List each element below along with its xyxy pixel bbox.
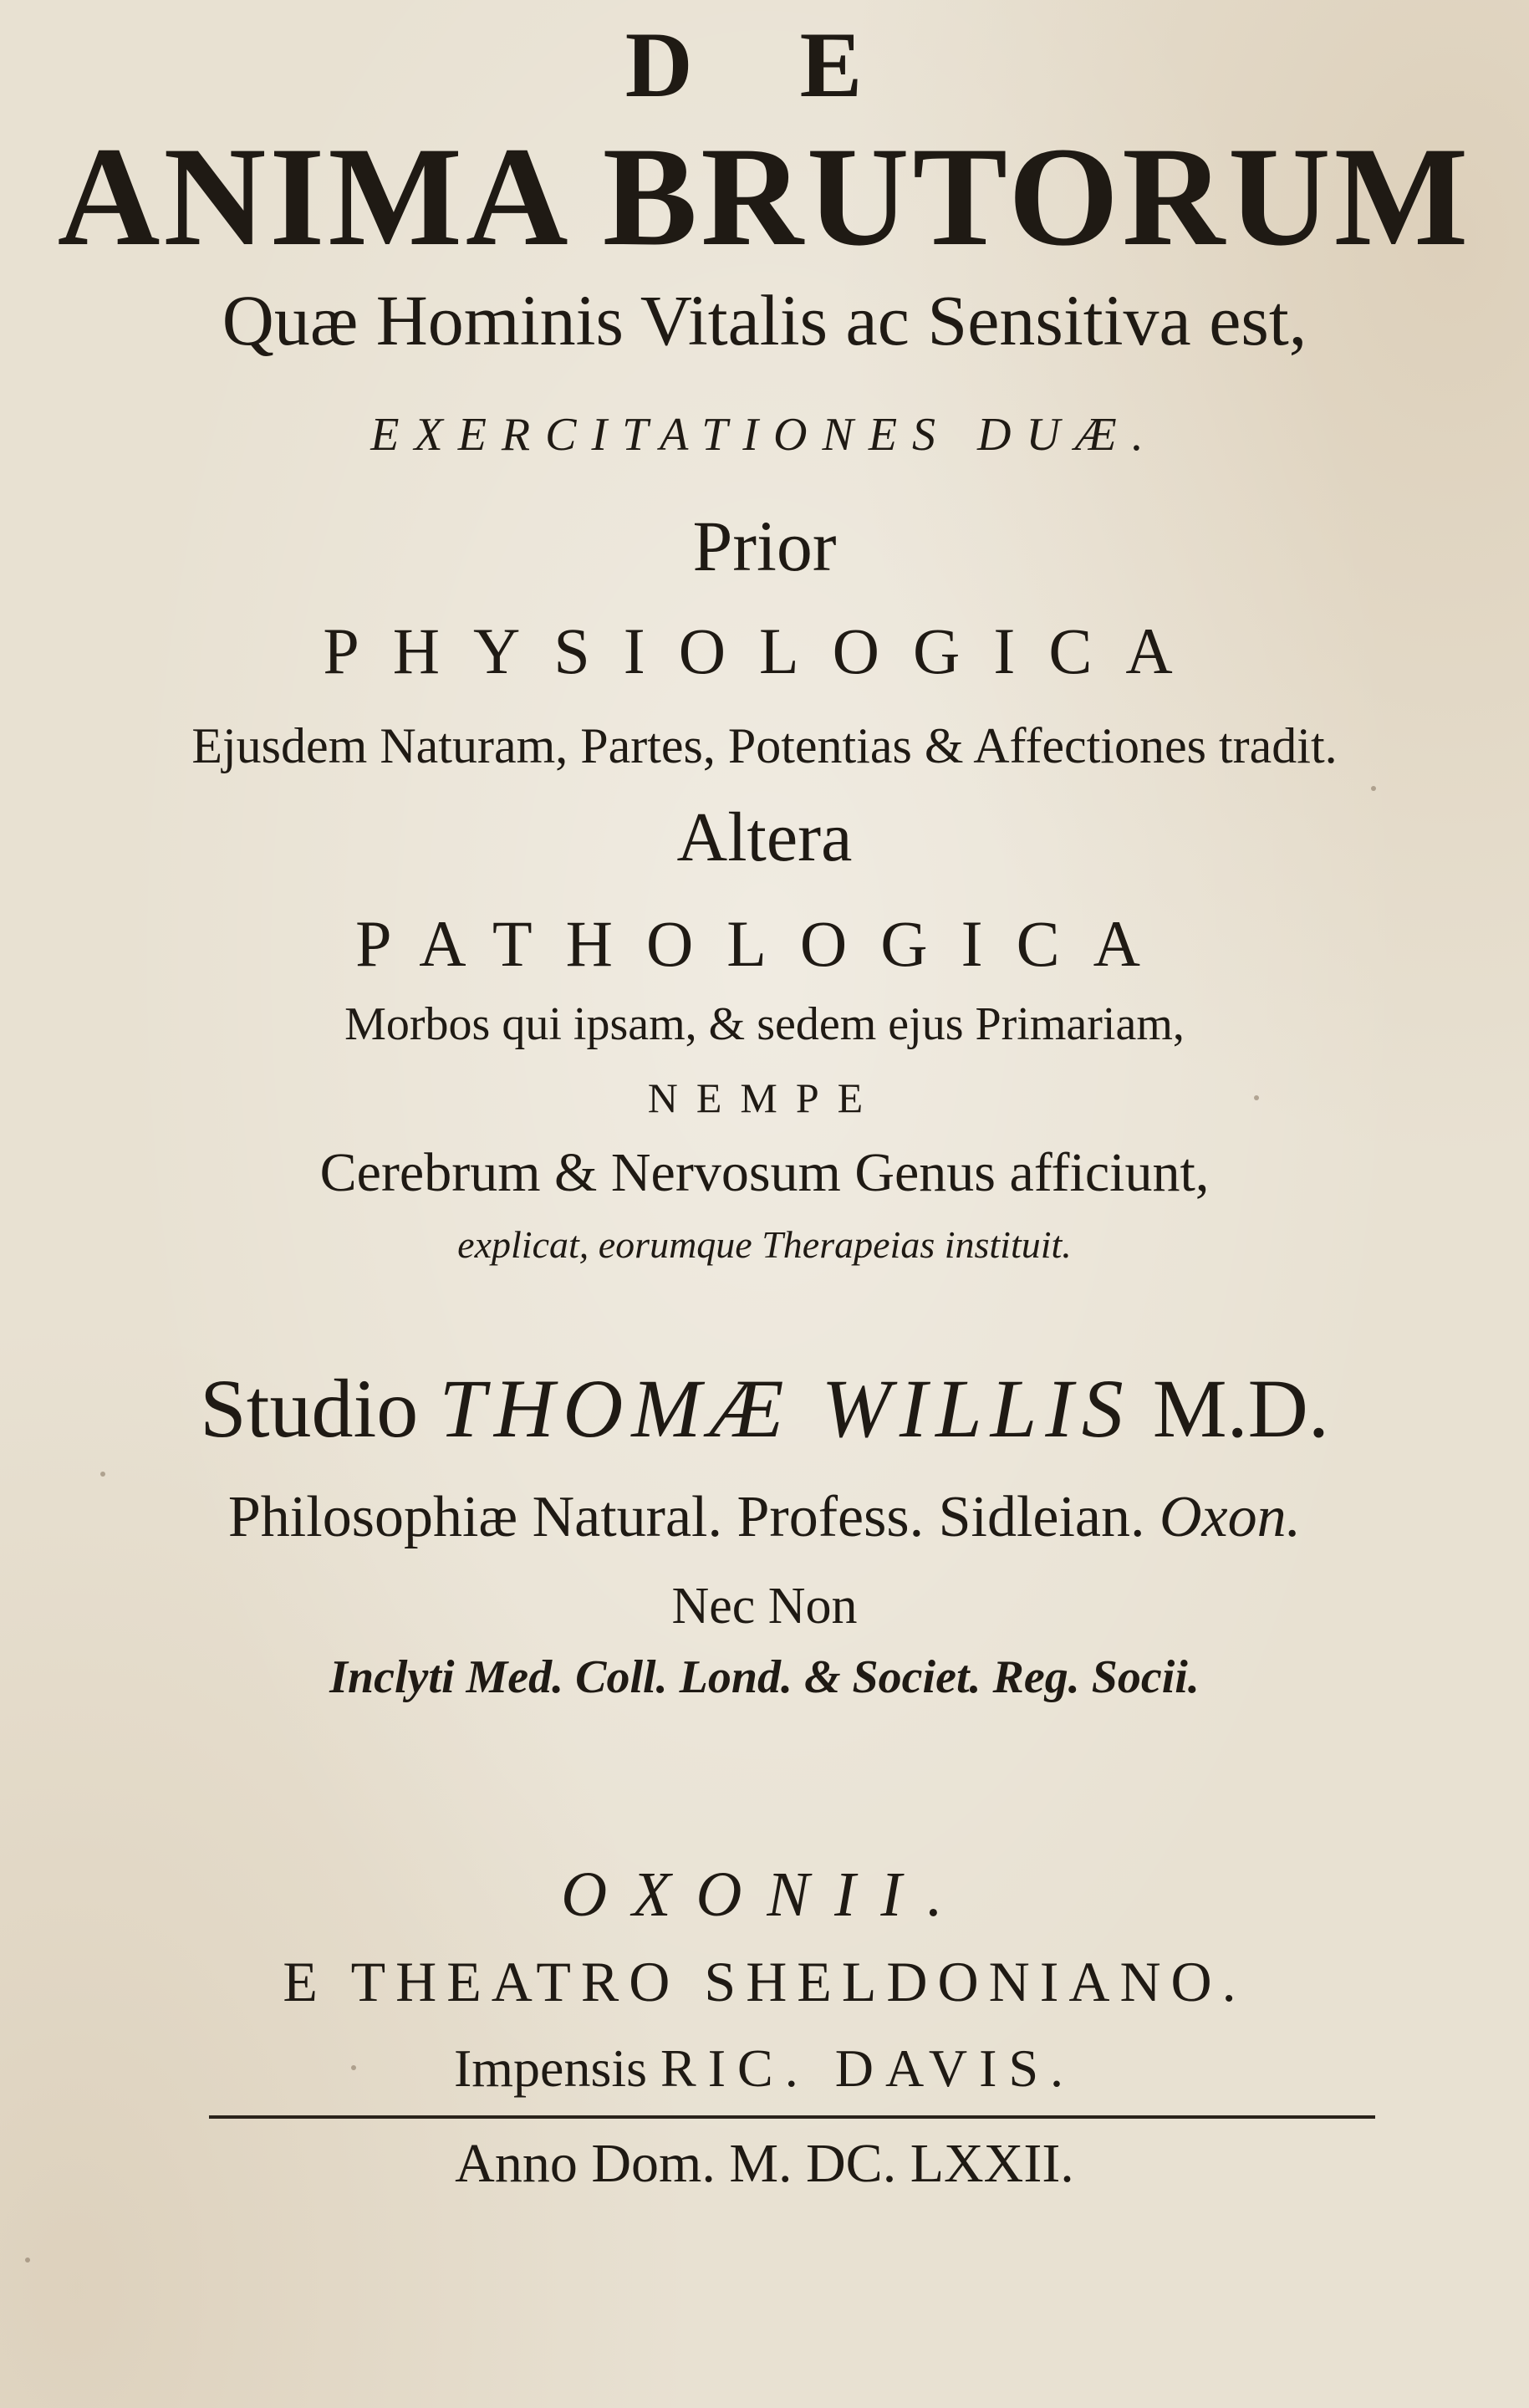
text-explicat: explicat, eorumque Therapeias instituit. — [457, 1223, 1072, 1266]
text-nempe: NEMPE — [647, 1074, 882, 1121]
title-de: D E — [624, 13, 905, 117]
text-cerebrum: Cerebrum & Nervosum Genus afficiunt, — [319, 1142, 1210, 1203]
subtitle-quae: Quæ Hominis Vitalis ac Sensitiva est, — [222, 280, 1307, 360]
author-name: THOMÆ WILLIS — [439, 1362, 1132, 1455]
text-morbos: Morbos qui ipsam, & sedem ejus Primariam, — [344, 998, 1185, 1050]
author-position-line — [0, 1485, 1529, 1549]
text-ejusdem: Ejusdem Naturam, Partes, Potentias & Affectiones tradit. — [191, 718, 1338, 773]
imprint-year: Anno Dom. M. DC. LXXII. — [455, 2133, 1074, 2194]
author-line — [0, 1362, 1529, 1455]
author-studio: Studio — [200, 1362, 419, 1455]
author-degree: M.D. — [1152, 1362, 1329, 1455]
heading-pathologica: PATHOLOGICA — [355, 907, 1174, 980]
heading-prior: Prior — [692, 506, 837, 586]
text-nec-non: Nec Non — [671, 1578, 858, 1635]
author-oxon: Oxon. — [1159, 1485, 1302, 1549]
paper-speck — [1254, 1095, 1259, 1100]
paper-speck — [1371, 786, 1376, 791]
paper-speck — [25, 2258, 30, 2263]
heading-physiologica: PHYSIOLOGICA — [323, 615, 1206, 687]
subtitle-exercitationes: EXERCITATIONES DUÆ. — [370, 409, 1159, 461]
imprint-publisher: RIC. DAVIS. — [660, 2038, 1076, 2098]
imprint-oxonii: OXONII. — [561, 1860, 968, 1930]
paper-speck — [100, 1472, 105, 1477]
imprint-rule — [209, 2115, 1375, 2119]
author-position: Philosophiæ Natural. Profess. Sidleian. — [227, 1485, 1145, 1549]
imprint-theatro: E THEATRO SHELDONIANO. — [283, 1950, 1246, 2013]
imprint-impensis: Impensis — [453, 2038, 648, 2098]
title-anima-brutorum: ANIMA BRUTORUM — [57, 118, 1472, 275]
paper-speck — [351, 2065, 356, 2070]
imprint-impensis-line — [0, 2038, 1529, 2098]
heading-altera: Altera — [676, 798, 853, 876]
text-inclyti: Inclyti Med. Coll. Lond. & Societ. Reg. Socii. — [329, 1651, 1200, 1703]
